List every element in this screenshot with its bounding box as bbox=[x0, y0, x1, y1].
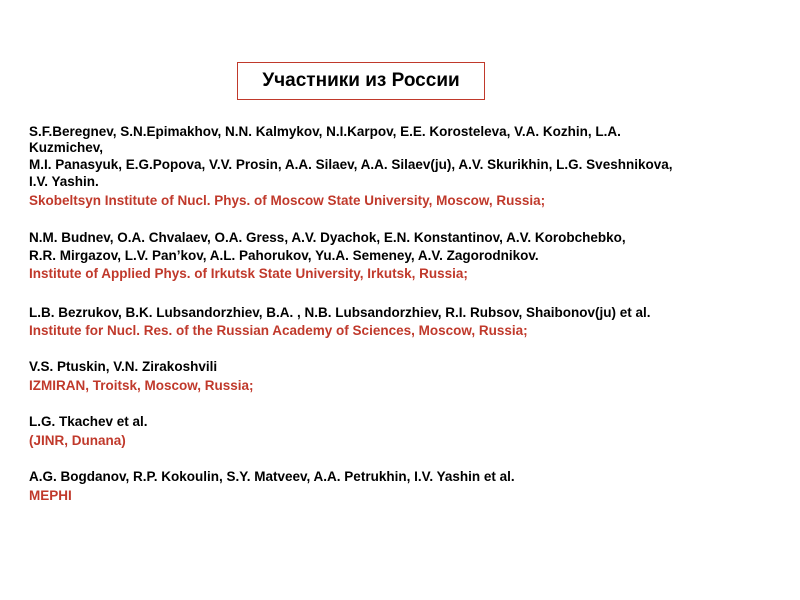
participants-line: S.F.Beregnev, S.N.Epimakhov, N.N. Kalmykov, N.I.Karpov, E.E. Korosteleva, V.A. Kozhin, L.A. bbox=[29, 124, 621, 139]
participants-line: Kuzmichev, bbox=[29, 140, 104, 155]
participants-line: V.S. Ptuskin, V.N. Zirakoshvili bbox=[29, 359, 218, 374]
participants-line: M.I. Panasyuk, E.G.Popova, V.V. Prosin, A.A. Silaev, A.A. Silaev(ju), A.V. Skurikhin, L.G. Sveshnikova, bbox=[29, 157, 673, 172]
participants-line: R.R. Mirgazov, L.V. Pan’kov, A.L. Pahorukov, Yu.A. Semeney, A.V. Zagorodnikov. bbox=[29, 248, 539, 263]
participants-line: L.B. Bezrukov, B.K. Lubsandorzhiev, B.A. , N.B. Lubsandorzhiev, R.I. Rubsov, Shaibonov(ju) et al. bbox=[29, 305, 651, 320]
page-title: Участники из России bbox=[237, 62, 485, 100]
participants-line: A.G. Bogdanov, R.P. Kokoulin, S.Y. Matveev, A.A. Petrukhin, I.V. Yashin et al. bbox=[29, 469, 515, 484]
participants-line: I.V. Yashin. bbox=[29, 174, 99, 189]
institution-line: (JINR, Dunana) bbox=[29, 433, 126, 448]
institution-line: IZMIRAN, Troitsk, Moscow, Russia; bbox=[29, 378, 254, 393]
participants-line: L.G. Tkachev et al. bbox=[29, 414, 148, 429]
institution-line: MEPHI bbox=[29, 488, 72, 503]
institution-line: Institute for Nucl. Res. of the Russian Academy of Sciences, Moscow, Russia; bbox=[29, 323, 528, 338]
institution-line: Skobeltsyn Institute of Nucl. Phys. of Moscow State University, Moscow, Russia; bbox=[29, 193, 546, 208]
participants-line: N.M. Budnev, O.A. Chvalaev, O.A. Gress, A.V. Dyachok, E.N. Konstantinov, A.V. Korobchebko, bbox=[29, 230, 626, 245]
institution-line: Institute of Applied Phys. of Irkutsk State University, Irkutsk, Russia; bbox=[29, 266, 468, 281]
